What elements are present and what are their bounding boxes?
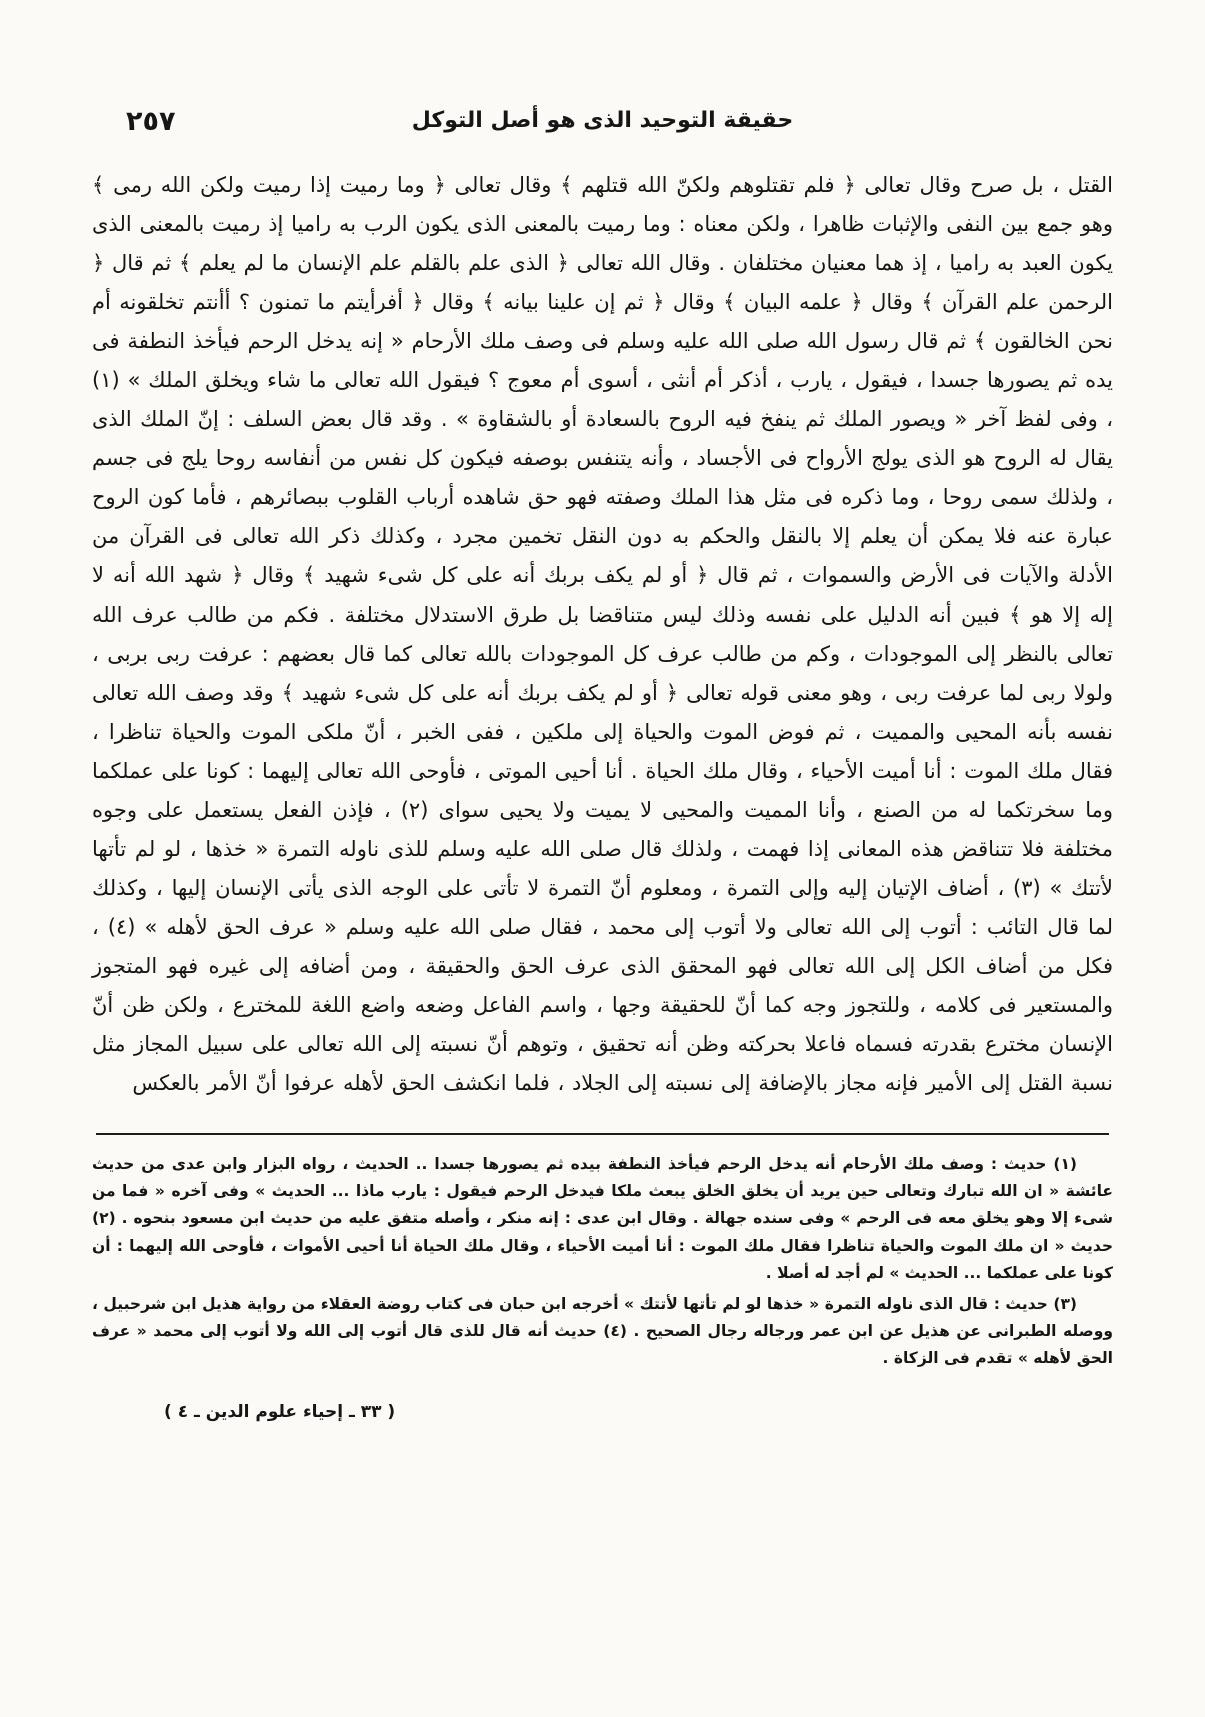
page-header	[92, 104, 1113, 150]
footnote-marker: (٢)	[92, 1209, 116, 1228]
footnote-text: حديث أنه قال للذى قال أتوب إلى الله ولا أتوب إلى محمد « عرف الحق لأهله » تقدم فى الزكاة .	[92, 1321, 1113, 1367]
footnote-block-2	[92, 1291, 1113, 1372]
footnote-block-1	[92, 1151, 1113, 1287]
footnote-text: حديث : قال الذى ناوله التمرة « خذها لو لم تأتها لأتتك » أخرجه ابن حبان فى كتاب روضة العقلاء من رواية هذيل ابن شرحبيل ، ووصله الطبرانى عن هذيل عن ابن عمر ورجاله رجال الصحيح .	[92, 1294, 1113, 1340]
footnotes-section	[92, 1151, 1113, 1372]
footnote-marker: (٤)	[603, 1321, 627, 1340]
page-number: ٢٥٧	[126, 106, 176, 137]
footnote-text: حديث « ان ملك الموت والحياة تناظرا فقال ملك الموت : أنا أميت الأحياء ، وقال ملك الحياة أنا أحيى الأموات ، فأوحى الله إليهما : أن كونا على عملكما ... الحديث » لم أجد له أصلا .	[92, 1236, 1113, 1282]
body-text: القتل ، بل صرح وقال تعالى ﴿ فلم تقتلوهم ولكنّ الله قتلهم ﴾ وقال تعالى ﴿ وما رميت إذا رميت ولكن الله رمى ﴾ وهو جمع بين النفى والإثبات ظاهرا ، ولكن معناه : وما رميت بالمعنى الذى يكون الرب به راميا إذ رميت بالمعنى الذى يكون العبد به راميا ، إذ هما معنيان مختلفان . وقال الله تعالى ﴿ الذى علم بالقلم علم الإنسان ما لم يعلم ﴾ ثم قال ﴿ الرحمن علم القرآن ﴾ وقال ﴿ علمه البيان ﴾ وقال ﴿ ثم إن علينا بيانه ﴾ وقال ﴿ أفرأيتم ما تمنون ؟ أأنتم تخلقونه أم نحن الخالقون ﴾ ثم قال رسول الله صلى الله عليه وسلم فى وصف ملك الأرحام « إنه يدخل الرحم فيأخذ النطفة فى يده ثم يصورها جسدا ، فيقول ، يارب ، أذكر أم أنثى ، أسوى أم معوج ؟ فيقول الله تعالى ما شاء ويخلق الملك » (١) ، وفى لفظ آخر « ويصور الملك ثم ينفخ فيه الروح بالسعادة أو بالشقاوة » . وقد قال بعض السلف : إنّ الملك الذى يقال له الروح هو الذى يولج الأرواح فى الأجساد ، وأنه يتنفس بوصفه فيكون كل نفس من أنفاسه روحا يلج فى جسم ، ولذلك سمى روحا ، وما ذكره فى مثل هذا الملك وصفته فهو حق شاهده أرباب القلوب ببصائرهم ، فأما كون الروح عبارة عنه فلا يمكن أن يعلم إلا بالنقل والحكم به دون النقل تخمين مجرد ، وكذلك ذكر الله تعالى فى القرآن من الأدلة والآيات فى الأرض والسموات ، ثم قال ﴿ أو لم يكف بربك أنه على كل شىء شهيد ﴾ وقال ﴿ شهد الله أنه لا إله إلا هو ﴾ فبين أنه الدليل على نفسه وذلك ليس متناقضا بل طرق الاستدلال مختلفة . فكم من طالب عرف الله تعالى بالنظر إلى الموجودات ، وكم من طالب عرف كل الموجودات بالله تعالى كما قال بعضهم : عرفت ربى بربى ، ولولا ربى لما عرفت ربى ، وهو معنى قوله تعالى ﴿ أو لم يكف بربك أنه على كل شىء شهيد ﴾ وقد وصف الله تعالى نفسه بأنه المحيى والمميت ، ثم فوض الموت والحياة إلى ملكين ، ففى الخبر ، أنّ ملكى الموت والحياة تناظرا ، فقال ملك الموت : أنا أميت الأحياء ، وقال ملك الحياة . أنا أحيى الموتى ، فأوحى الله تعالى إليهما : كونا على عملكما وما سخرتكما له من الصنع ، وأنا المميت والمحيى لا يميت ولا يحيى سواى (٢) ، فإذن الفعل يستعمل على وجوه مختلفة فلا تتناقض هذه المعانى إذا فهمت ، ولذلك قال صلى الله عليه وسلم للذى ناوله التمرة « خذها ، لو لم تأتها لأتتك » (٣) ، أضاف الإتيان إليه وإلى التمرة ، ومعلوم أنّ التمرة لا تأتى على الوجه الذى يأتى الإنسان إليها ، وكذلك لما قال التائب : أتوب إلى الله تعالى ولا أتوب إلى محمد ، فقال صلى الله عليه وسلم « عرف الحق لأهله » (٤) ، فكل من أضاف الكل إلى الله تعالى فهو المحقق الذى عرف الحق والحقيقة ، ومن أضافه إلى غيره فهو المتجوز والمستعير فى كلامه ، وللتجوز وجه كما أنّ للحقيقة وجها ، واسم الفاعل وضعه واضع اللغة للمخترع ، ولكن ظن أنّ الإنسان مخترع بقدرته فسماه فاعلا بحركته وظن أنه تحقيق ، وتوهم أنّ نسبته إلى الله تعالى على سبيل المجاز مثل نسبة القتل إلى الأمير فإنه مجاز بالإضافة إلى نسبته إلى الجلاد ، فلما انكشف الحق لأهله عرفوا أنّ الأمر بالعكس	[92, 173, 1114, 1096]
footnote-marker: (٣)	[1053, 1294, 1077, 1313]
footnote-separator	[96, 1133, 1109, 1135]
running-title: حقيقة التوحيد الذى هو أصل التوكل	[411, 108, 794, 133]
footnote-marker: (١)	[1053, 1155, 1077, 1174]
footnote-text: حديث : وصف ملك الأرحام أنه يدخل الرحم فيأخذ النطفة بيده ثم يصورها جسدا .. الحديث ، رواه البزار وابن عدى من حديث عائشة « ان الله تبارك وتعالى حين يريد أن يخلق الخلق يبعث ملكا فيدخل الرحم فيقول : يارب ماذا ... الحديث » وفى آخره « فما من شىء إلا وهو يخلق معه فى الرحم » وفى سنده جهالة . وقال ابن عدى : إنه منكر ، وأصله متفق عليه من حديث ابن مسعود بنحوه .	[92, 1155, 1113, 1228]
volume-note: ( ٣٣ ـ إحياء علوم الدين ـ ٤ )	[164, 1402, 396, 1423]
